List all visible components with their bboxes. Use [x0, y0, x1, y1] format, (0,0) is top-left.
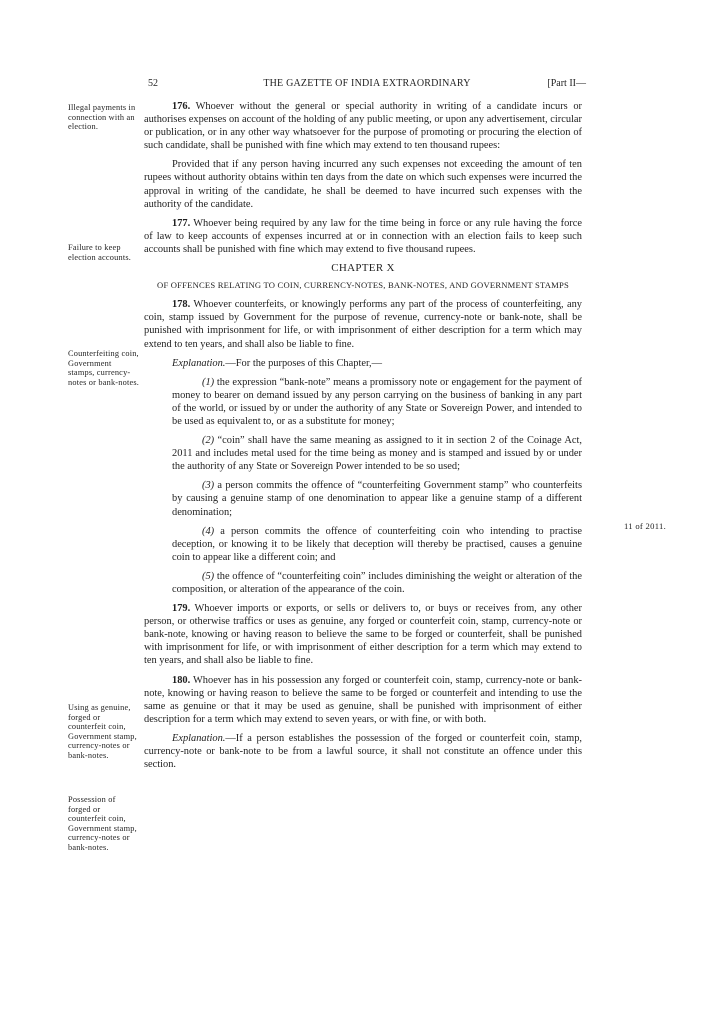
clause-text: a person commits the offence of counterfeiting coin who intending to practise deception, or knowing it to be likely that deception will thereby be practised, causes a genuine coin to appear like a different coin; and — [172, 525, 582, 563]
clause-number: (4) — [202, 525, 215, 537]
explanation-label: Explanation. — [172, 357, 226, 369]
section-text: Whoever being required by any law for the time being in force or any rule having the force of law to keep accounts of expenses incurred at or in connection with an election fails to keep such accounts shall be punished with fine which may extend to five thousand rupees. — [144, 217, 582, 255]
section-number: 177. — [172, 217, 191, 229]
clause-number: (1) — [202, 376, 215, 388]
chapter-title: CHAPTER X — [331, 262, 395, 275]
explanation-clause — [144, 570, 582, 596]
section-178 — [144, 298, 582, 350]
clause-text: the expression “bank-note” means a promissory note or engagement for the payment of money to bearer on demand issued by any person carrying on the business of banking in any part of the world, or issued by or under the authority of any State or Sovereign Power, and intended to be used as equivalent to, or as a substitute for money; — [172, 376, 582, 427]
gazette-title: THE GAZETTE OF INDIA EXTRAORDINARY — [263, 78, 471, 89]
section-180-explanation — [144, 732, 582, 771]
section-text: Whoever has in his possession any forged or counterfeit coin, stamp, currency-note or bank-note, knowing or having reason to believe the same to be forged or counterfeit and intending to use the same as genuine or that it may be used as genuine, shall be punished with imprisonment of either description for a term which may extend to seven years, or with fine, or with both. — [144, 674, 582, 725]
section-text: Whoever counterfeits, or knowingly performs any part of the process of counterfeiting, any coin, stamp issued by Government for the purpose of revenue, currency-note or bank-note, shall be punished with imprisonment for life, or with imprisonment of either description for a term which may extend to ten years, and shall also be liable to fine. — [144, 299, 582, 350]
side-note-coinage-act-ref: 11 of 2011. — [624, 521, 667, 531]
explanation-label: Explanation. — [172, 732, 226, 744]
explanation-clause — [144, 376, 582, 428]
section-179 — [144, 602, 582, 667]
clause-text: “coin” shall have the same meaning as assigned to it in section 2 of the Coinage Act, 2011 and includes metal used for the time being as money and is stamped and issued by or under the authority of any State or Sovereign Power intended to be so used; — [172, 435, 582, 473]
section-text: Whoever imports or exports, or sells or delivers to, or buys or receives from, any other person, or otherwise traffics or uses as genuine, any forged or counterfeit coin, stamp, currency-note or bank-note, knowing or having reason to believe the same to be forged or counterfeit, shall be punished with imprisonment for life, or with imprisonment of either description for a term which may extend to ten years, and shall also be liable to fine. — [144, 603, 582, 667]
section-text: Whoever without the general or special authority in writing of a candidate incurs or authorises expenses on account of the holding of any public meeting, or upon any advertisement, circular or publication, or in any other way whatsoever for the purpose of promoting or procuring the election of such candidate, shall be punished with fine which may extend to ten thousand rupees: — [144, 101, 582, 152]
explanation-text: —If a person establishes the possession of the forged or counterfeit coin, stamp, currency-note or bank-note to be from a lawful source, it shall not constitute an offence under this section. — [144, 732, 582, 771]
section-number: 178. — [172, 299, 191, 311]
section-180 — [144, 674, 582, 726]
side-note-179: Using as genuine, forged or counterfeit coin, Government stamp, currency-notes or bank-notes. — [68, 703, 137, 760]
side-note-177: Failure to keep election accounts. — [68, 243, 132, 262]
section-178-explanation — [144, 357, 582, 370]
section-number: 176. — [172, 101, 191, 112]
document-body — [144, 100, 582, 777]
section-number: 180. — [172, 674, 191, 686]
explanation-clause — [144, 479, 582, 518]
section-176-proviso: Provided that if any person having incurred any such expenses not exceeding the amount of ten rupees without authority obtains within ten days from the date on which such expenses were incurred the approval in writing of the candidate, he shall be deemed to have incurred such expenses with the authority of the candidate. — [144, 159, 582, 210]
clause-text: a person commits the offence of “counterfeiting Government stamp” who counterfeits by causing a genuine stamp of one denomination to appear like a genuine stamp of a different denomination; — [172, 480, 582, 518]
page-number: 52 — [148, 78, 158, 89]
section-177 — [144, 217, 582, 256]
chapter-subtitle: OF OFFENCES RELATING TO COIN, CURRENCY-NOTES, BANK-NOTES, AND GOVERNMENT STAMPS — [157, 280, 569, 291]
clause-text: the offence of “counterfeiting coin” includes diminishing the weight or alteration of the composition, or alteration of the appearance of the coin. — [172, 570, 582, 595]
clause-number: (3) — [202, 480, 215, 492]
side-note-178: Counterfeiting coin, Government stamps, currency-notes or bank-notes. — [68, 349, 140, 387]
part-label: [Part II— — [547, 78, 586, 89]
explanation-text: —For the purposes of this Chapter,— — [225, 357, 382, 369]
explanation-clause — [144, 525, 582, 564]
page-header — [148, 78, 586, 92]
explanation-clause — [144, 434, 582, 473]
section-176 — [144, 100, 582, 152]
side-note-176: Illegal payments in connection with an election. — [68, 103, 136, 132]
clause-number: (5) — [202, 570, 215, 582]
clause-number: (2) — [202, 435, 215, 447]
side-note-180: Possession of forged or counterfeit coin, Government stamp, currency-notes or bank-notes. — [68, 795, 137, 852]
section-number: 179. — [172, 603, 191, 615]
